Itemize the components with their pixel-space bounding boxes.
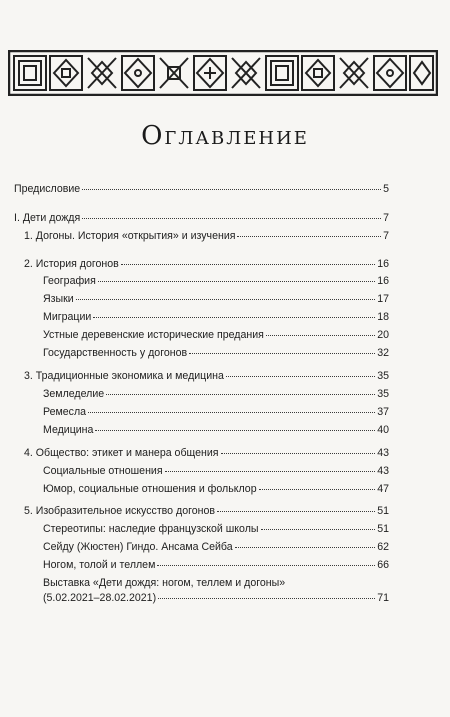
toc-entry-label: Стереотипы: наследие французской школы: [43, 523, 259, 535]
toc-page-number: 66: [377, 559, 389, 571]
toc-entry-label: Предисловие: [14, 183, 81, 195]
toc-page-number: 18: [377, 311, 389, 323]
toc-entry[interactable]: [43, 465, 389, 478]
toc-page-number: 40: [377, 424, 389, 436]
toc-page-number: 51: [377, 505, 389, 517]
toc-entry[interactable]: [24, 447, 389, 460]
toc-entry-label: 5. Изобразительное искусство догонов: [24, 505, 215, 517]
toc-page-number: 16: [377, 275, 389, 287]
toc-page-number: 62: [377, 541, 389, 553]
toc-page-number: 32: [377, 347, 389, 359]
toc-entry[interactable]: [24, 258, 389, 271]
toc-page-number: 51: [377, 523, 389, 535]
toc-entry-label: Государственность у догонов: [43, 347, 188, 359]
toc-entry[interactable]: [43, 275, 389, 288]
dot-leader: [266, 334, 375, 336]
toc-entry[interactable]: [43, 424, 389, 437]
dot-leader: [189, 352, 375, 354]
dot-leader: [237, 235, 381, 237]
dot-leader: [217, 510, 375, 512]
dot-leader: [106, 393, 375, 395]
toc-entry[interactable]: [43, 347, 389, 360]
toc-entry[interactable]: [43, 311, 389, 324]
toc-entry[interactable]: [24, 505, 389, 518]
toc-entry[interactable]: [43, 406, 389, 419]
toc-entry[interactable]: [43, 388, 389, 401]
dot-leader: [121, 263, 375, 265]
dot-leader: [235, 546, 376, 548]
toc-page-number: 37: [377, 406, 389, 418]
dot-leader: [82, 217, 381, 219]
dot-leader: [95, 429, 375, 431]
toc-entry-label: Языки: [43, 293, 74, 305]
dot-leader: [88, 411, 375, 413]
toc-entry-label: (5.02.2021–28.02.2021): [43, 592, 157, 604]
toc-page-number: 20: [377, 329, 389, 341]
dot-leader: [226, 375, 375, 377]
toc-entry[interactable]: [43, 592, 389, 605]
toc-page-number: 7: [383, 212, 389, 224]
toc-entry-label: Юмор, социальные отношения и фольклор: [43, 483, 257, 495]
page-title: Оглавление: [141, 121, 309, 151]
dot-leader: [158, 597, 375, 599]
dot-leader: [261, 528, 376, 530]
toc-entry-label: Миграции: [43, 311, 92, 323]
toc-entry-label: Социальные отношения: [43, 465, 163, 477]
toc-page-number: 43: [377, 465, 389, 477]
toc-entry-label: География: [43, 275, 96, 287]
toc-page-number: 71: [377, 592, 389, 604]
toc-entry-label: Сейду (Жюстен) Гиндо. Ансама Сейба: [43, 541, 233, 553]
toc-page-number: 7: [383, 230, 389, 242]
dot-leader: [259, 488, 376, 490]
toc-entry-label: Ремесла: [43, 406, 87, 418]
toc-page-number: 17: [377, 293, 389, 305]
toc-page-number: 35: [377, 370, 389, 382]
dot-leader: [76, 298, 376, 300]
toc-entry-label: 3. Традиционные экономика и медицина: [24, 370, 224, 382]
toc-entry[interactable]: [43, 541, 389, 554]
dot-leader: [82, 188, 381, 190]
toc-entry-label: Устные деревенские исторические предания: [43, 329, 264, 341]
toc-entry-label: Ногом, толой и теллем: [43, 559, 156, 571]
toc-entry-label: Медицина: [43, 424, 94, 436]
toc-entry-label: Выставка «Дети дождя: ногом, теллем и догоны»: [43, 577, 286, 589]
toc-entry[interactable]: [24, 370, 389, 383]
dot-leader: [221, 452, 376, 454]
toc-page-number: 47: [377, 483, 389, 495]
toc-page-number: 5: [383, 183, 389, 195]
toc-entry[interactable]: [43, 329, 389, 342]
toc-entry[interactable]: [43, 523, 389, 536]
toc-entry[interactable]: [43, 483, 389, 496]
toc-entry-label: 2. История догонов: [24, 258, 119, 270]
toc-page-number: 16: [377, 258, 389, 270]
toc-entry[interactable]: [43, 559, 389, 572]
dot-leader: [93, 316, 375, 318]
toc-entry[interactable]: [24, 230, 389, 243]
toc-entry-label: Земледелие: [43, 388, 105, 400]
toc-page-number: 43: [377, 447, 389, 459]
toc-page-number: 35: [377, 388, 389, 400]
toc-entry-label: 1. Догоны. История «открытия» и изучения: [24, 230, 236, 242]
toc-entry[interactable]: [14, 212, 389, 225]
dot-leader: [98, 280, 375, 282]
toc-entry[interactable]: [14, 183, 389, 196]
toc-entry-label: 4. Общество: этикет и манера общения: [24, 447, 219, 459]
dot-leader: [165, 470, 376, 472]
dot-leader: [157, 564, 375, 566]
toc-entry[interactable]: [43, 293, 389, 306]
toc-entry-label: I. Дети дождя: [14, 212, 81, 224]
